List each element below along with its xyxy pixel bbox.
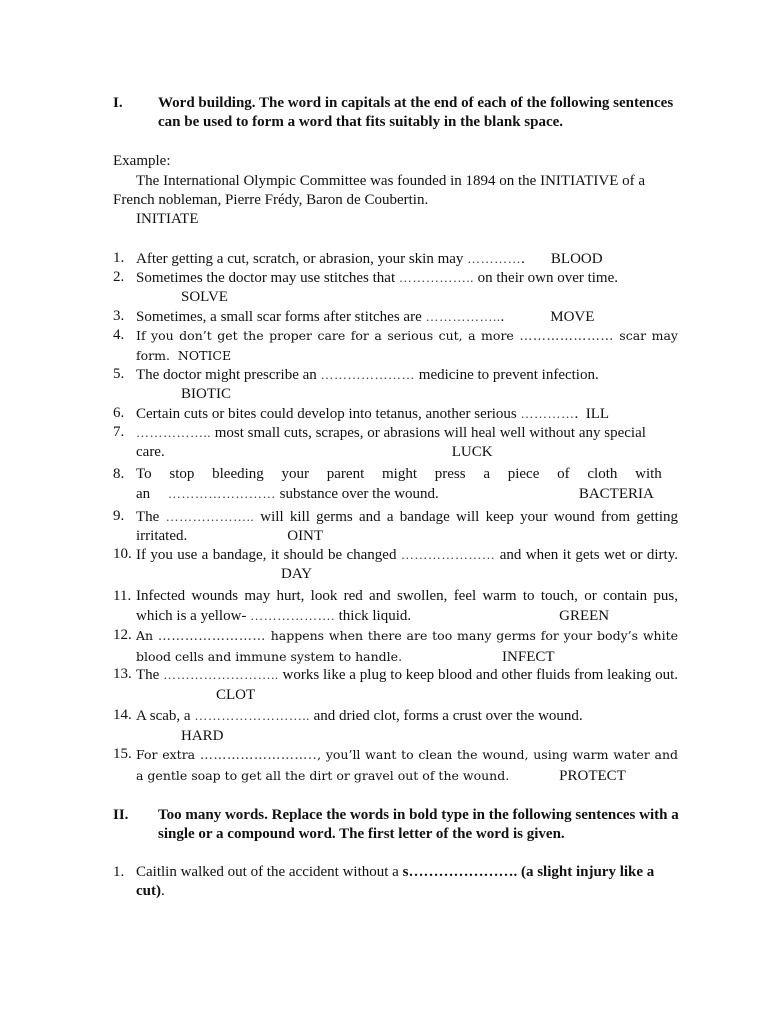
keyword: ILL <box>585 406 610 422</box>
item-number: 9. <box>113 508 125 524</box>
keyword: SOLVE <box>181 289 228 305</box>
example-label: Example: <box>113 153 171 169</box>
exercise-item <box>113 863 678 901</box>
item-text-end: substance over the wound. <box>275 486 439 502</box>
item-number: 3. <box>113 308 125 324</box>
item-text-end: , you’ll want to clean the wound, using warm water and a gentle soap to get all the dirt or gravel out of the wound. <box>136 747 678 783</box>
item-text: After getting a cut, scratch, or abrasion, your skin may <box>136 251 468 267</box>
item-text-end: . <box>521 251 525 267</box>
exercise-item <box>113 626 678 667</box>
answer-blank[interactable]: …………………….. <box>194 708 310 723</box>
answer-blank[interactable]: …………………….. <box>163 667 279 682</box>
item-text: The doctor might prescribe an <box>136 367 321 383</box>
keyword: CLOT <box>216 687 256 703</box>
item-text: To stop bleeding your parent might press a piece of cloth with an <box>136 466 662 502</box>
item-number: 12. <box>113 627 132 643</box>
exercise-item <box>113 326 678 365</box>
item-number: 7. <box>113 424 125 440</box>
item-text: The <box>136 509 166 525</box>
item-text: An <box>136 628 158 643</box>
keyword: GREEN <box>559 608 610 624</box>
answer-blank[interactable]: …………….. <box>398 270 474 285</box>
example-answer: INITIATE <box>136 211 199 227</box>
item-text: Sometimes the doctor may use stitches that <box>136 270 399 286</box>
item-text-end: . <box>500 309 505 325</box>
exercise-item <box>113 249 678 269</box>
exercise-item <box>113 587 678 626</box>
item-text: Certain cuts or bites could develop into tetanus, another serious <box>136 406 521 422</box>
item-text-end: happens when there are too many germs for your body’s white blood cells and immune system to handle. <box>136 628 678 664</box>
item-text: If you don’t get the proper care for a serious cut, a more <box>136 328 520 343</box>
exercise-item <box>113 745 678 786</box>
answer-blank[interactable]: …………………….. <box>199 748 318 763</box>
answer-blank[interactable]: ………………… <box>320 367 416 382</box>
item-number: 5. <box>113 366 125 382</box>
item-text-end: . <box>161 883 165 899</box>
item-text-end: thick liquid. <box>334 608 412 624</box>
answer-blank[interactable]: ……………….. <box>165 509 255 524</box>
item-number: 6. <box>113 405 125 421</box>
item-text-end: and dried clot, forms a crust over the wound. <box>309 708 583 724</box>
answer-blank[interactable]: …………….. <box>425 309 501 324</box>
item-number: 1. <box>113 864 125 880</box>
item-text-end: works like a plug to keep blood and other fluids from leaking out. <box>278 667 678 683</box>
answer-blank[interactable]: …………………… <box>167 486 276 501</box>
item-text-end: . <box>574 406 579 422</box>
item-text: For extra <box>136 747 200 762</box>
keyword: BIOTIC <box>181 386 231 402</box>
item-number: 8. <box>113 466 125 482</box>
item-number: 13. <box>113 666 132 682</box>
answer-blank[interactable]: ………………… <box>400 547 496 562</box>
item-number: 2. <box>113 269 125 285</box>
keyword: DAY <box>281 566 313 582</box>
keyword: BLOOD <box>550 251 603 267</box>
answer-blank[interactable]: ………………. <box>250 608 335 623</box>
answer-blank[interactable]: …………………… <box>157 629 266 644</box>
item-number: 10. <box>113 546 132 562</box>
keyword: OINT <box>287 528 324 544</box>
section-1-title: Word building. The word in capitals at the end of each of the following sentences can be used to form a word that fits suitably in the blank space. <box>158 95 674 130</box>
bold-definition: (a slight injury like a cut) <box>136 864 655 899</box>
section-1-number: I. <box>113 95 123 111</box>
exercise-item <box>113 404 678 424</box>
item-text: Sometimes, a small scar forms after stitches are <box>136 309 426 325</box>
exercise-item <box>113 423 678 462</box>
item-text-end: scar may form. <box>136 328 678 363</box>
item-text: If you use a bandage, it should be changed <box>136 547 401 563</box>
exercise-item <box>113 365 678 404</box>
item-number: 11. <box>113 588 132 604</box>
section-2-title: Too many words. Replace the words in bold type in the following sentences with a single or a compound word. The first letter of the word is given. <box>158 807 679 842</box>
keyword: LUCK <box>451 444 493 460</box>
exercise-item <box>113 665 678 705</box>
item-text: Caitlin walked out of the accident without a <box>136 864 403 880</box>
keyword: PROTECT <box>559 768 626 784</box>
item-text-end: medicine to prevent infection. <box>415 367 599 383</box>
item-text-end: most small cuts, scrapes, or abrasions will heal well without any special care. <box>136 425 646 460</box>
exercise-item <box>113 706 678 746</box>
item-number: 4. <box>113 327 125 343</box>
item-text: The <box>136 667 164 683</box>
item-number: 15. <box>113 746 132 762</box>
answer-blank[interactable]: s…………………. <box>402 864 518 880</box>
keyword: INFECT <box>502 649 555 665</box>
exercise-item <box>113 268 678 307</box>
section-2-number: II. <box>113 807 129 823</box>
item-number: 14. <box>113 707 132 723</box>
exercise-item <box>113 545 678 584</box>
keyword: BACTERIA <box>578 486 654 502</box>
item-text: Infected wounds may hurt, look red and swollen, feel warm to touch, or contain pus, which is a yellow- <box>136 588 678 624</box>
keyword: NOTICE <box>177 348 232 363</box>
exercise-item <box>113 465 678 504</box>
answer-blank[interactable]: …………….. <box>136 425 211 440</box>
answer-blank[interactable]: ………… <box>467 251 522 266</box>
item-text: A scab, a <box>136 708 195 724</box>
item-text-end: and when it gets wet or dirty. <box>495 547 678 563</box>
keyword: HARD <box>181 728 224 744</box>
exercise-item <box>113 307 678 327</box>
item-number: 1. <box>113 250 125 266</box>
answer-blank[interactable]: ………… <box>520 406 575 421</box>
item-text-end: on their own over time. <box>473 270 619 286</box>
answer-blank[interactable]: ………………… <box>519 329 614 344</box>
keyword: MOVE <box>550 309 595 325</box>
example-sentence: The International Olympic Committee was founded in 1894 on the INITIATIVE of a French nobleman, Pierre Frédy, Baron de Coubertin. <box>113 173 646 208</box>
item-text-end: will kill germs and a bandage will keep your wound from getting irritated. <box>136 509 678 544</box>
exercise-item <box>113 507 678 546</box>
